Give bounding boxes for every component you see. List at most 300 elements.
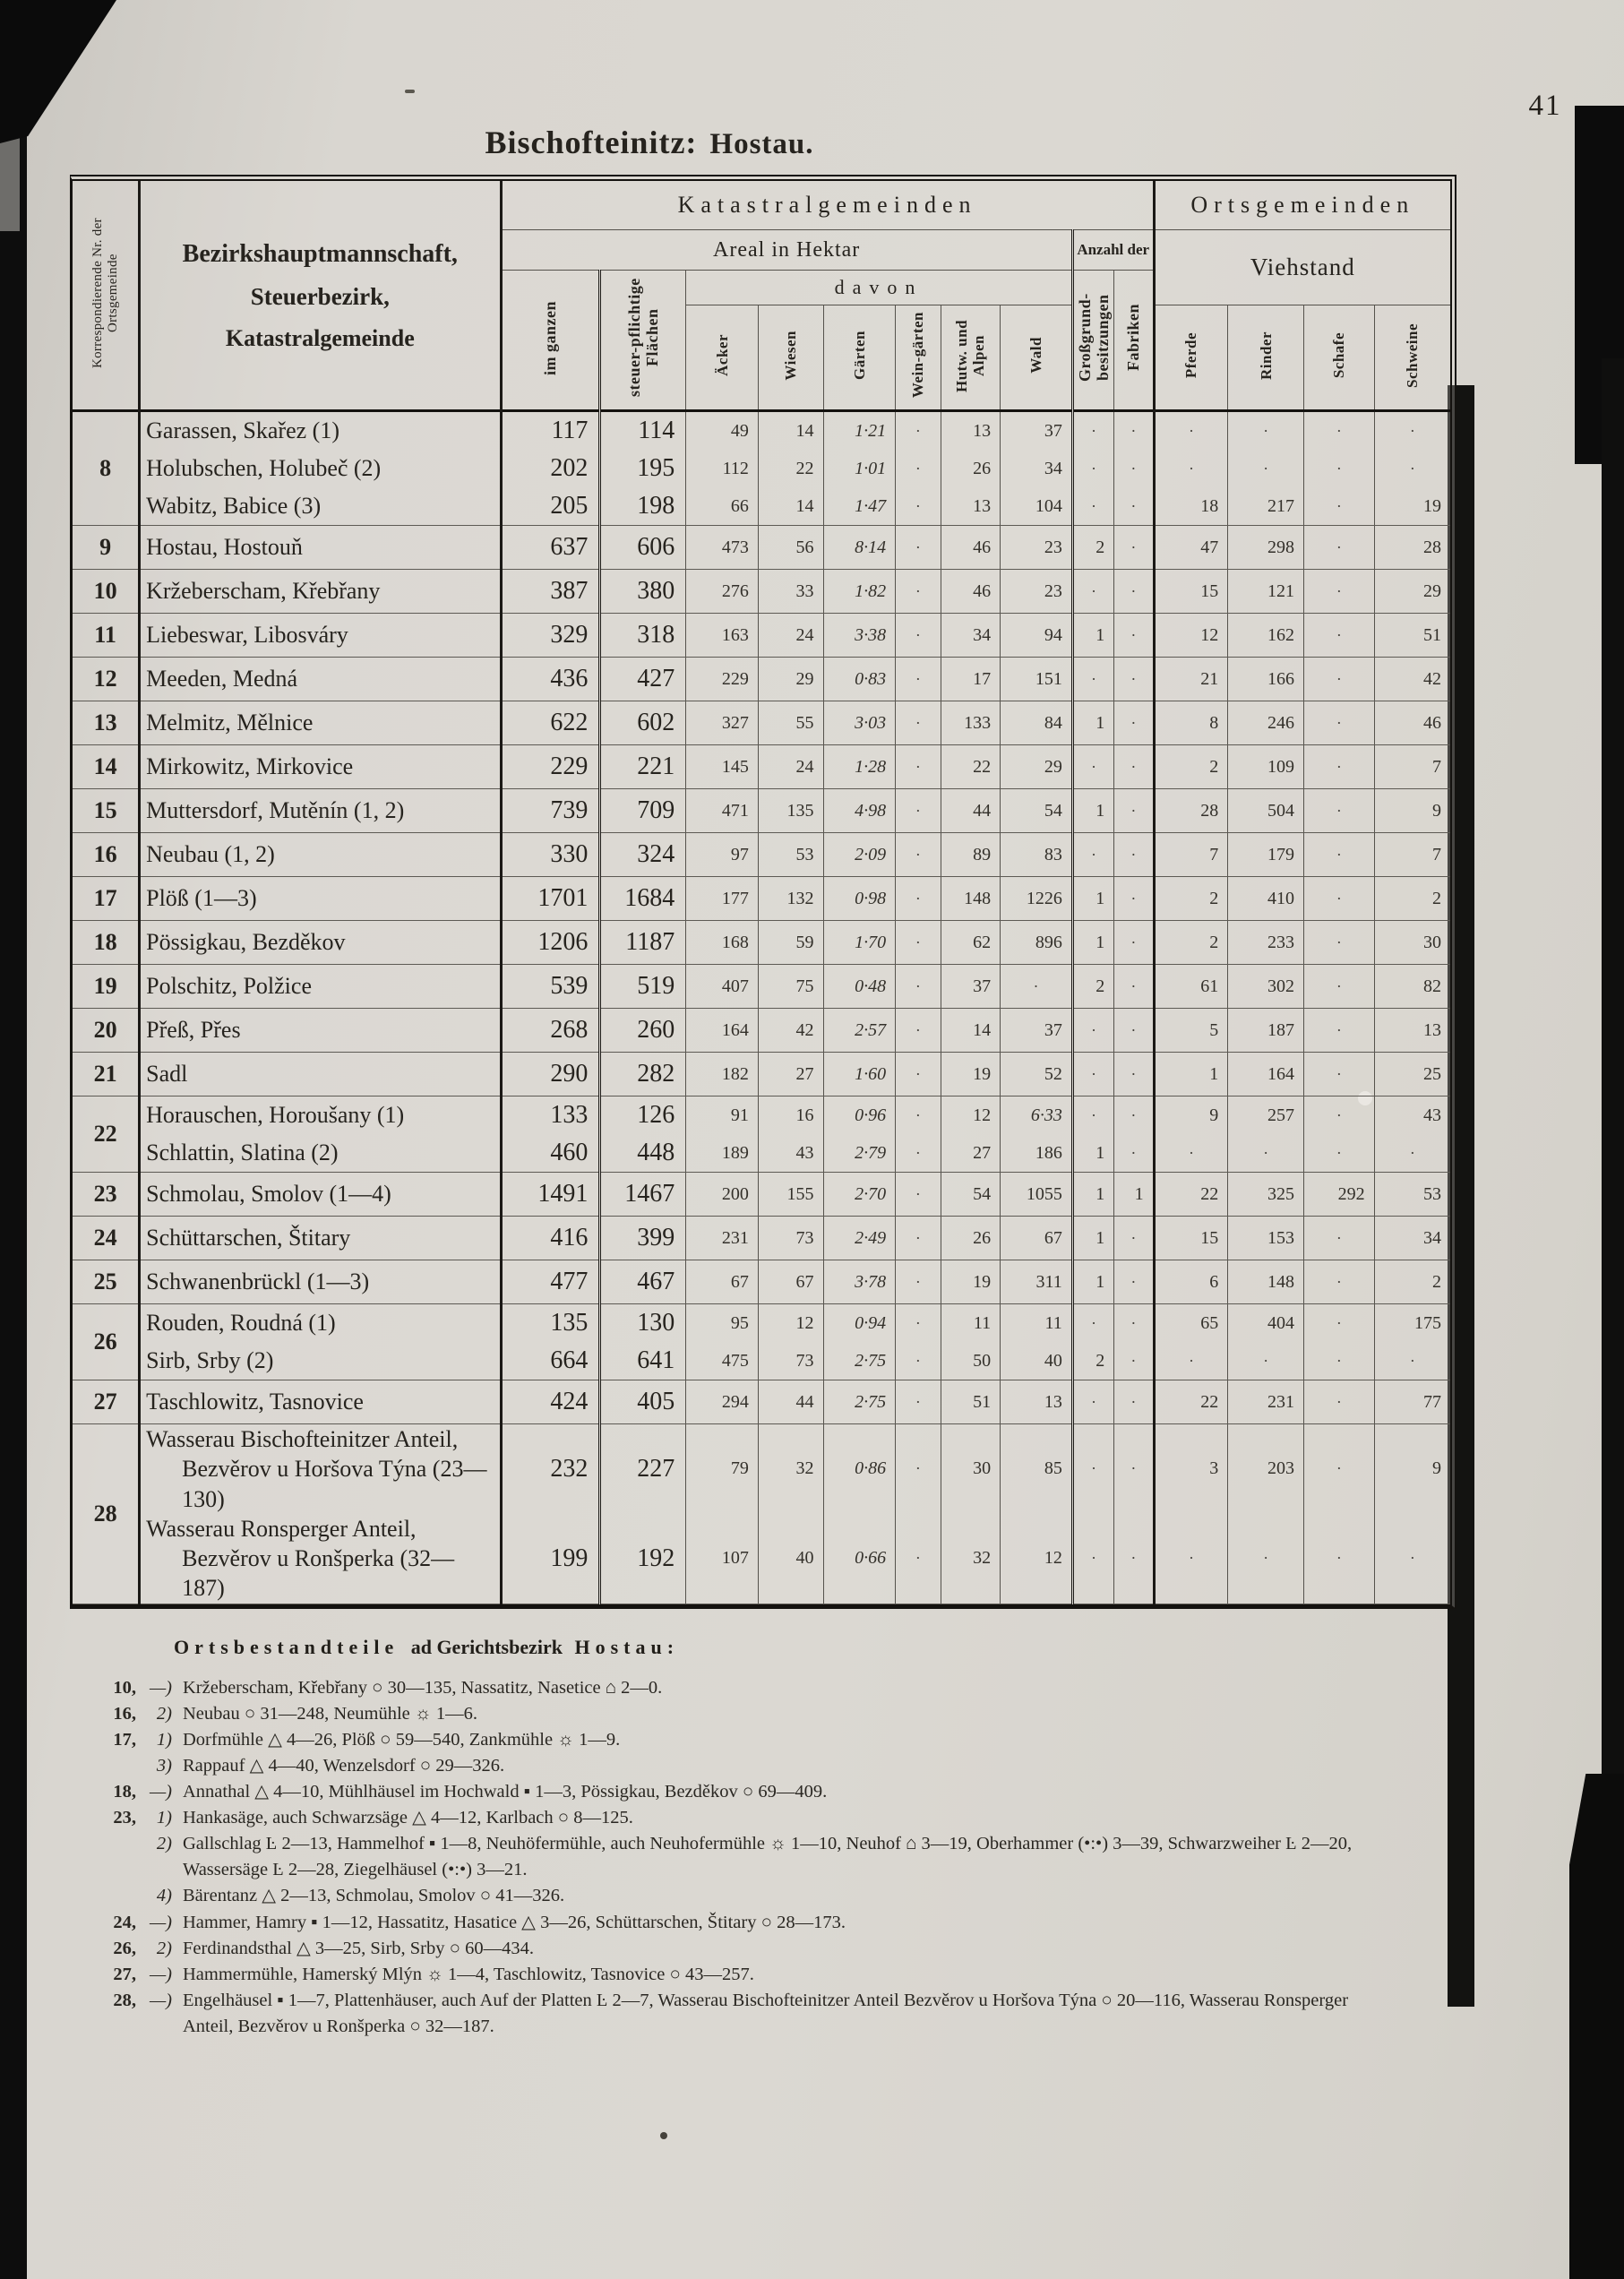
footnote-number: 10, [113, 1677, 136, 1698]
value-cell: 405 [600, 1380, 686, 1424]
value-cell: · [1114, 614, 1154, 658]
value-cell: 126 [600, 1096, 686, 1135]
value-cell: · [1154, 1134, 1228, 1173]
value-cell: 91 [686, 1096, 759, 1135]
value-cell: · [1072, 1096, 1113, 1135]
value-cell: 11 [1001, 1304, 1073, 1343]
row-number: 23 [73, 1173, 140, 1217]
value-cell: 66 [686, 487, 759, 526]
value-cell: 202 [501, 450, 600, 487]
value-cell: 460 [501, 1134, 600, 1173]
table-row [73, 833, 1450, 877]
place-name: Mirkowitz, Mirkovice [140, 745, 501, 789]
value-cell: 67 [686, 1260, 759, 1304]
value-cell: · [1114, 1217, 1154, 1260]
table-row [73, 965, 1450, 1009]
value-cell: · [1303, 1514, 1374, 1604]
value-cell: 1467 [600, 1173, 686, 1217]
value-cell: 0·83 [823, 658, 896, 701]
value-cell: · [1303, 526, 1374, 570]
footnote-number: 23, [113, 1808, 136, 1828]
header-steuerpflichtige-label: steuer-pflichtige Flächen [625, 278, 662, 398]
footnote-sub: —) [149, 1990, 172, 2010]
footnote-item [93, 1910, 1401, 1936]
footnote-sub: —) [149, 1677, 172, 1698]
row-number: 25 [73, 1260, 140, 1304]
table-row [73, 1342, 1450, 1380]
value-cell: 324 [600, 833, 686, 877]
value-cell: 148 [1228, 1260, 1304, 1304]
value-cell: 19 [941, 1053, 1001, 1096]
value-cell: · [1114, 789, 1154, 833]
value-cell: 151 [1001, 658, 1073, 701]
value-cell: 622 [501, 701, 600, 745]
footnote-sub: 1) [156, 1729, 172, 1750]
header-wald-label: Wald [1027, 337, 1044, 374]
value-cell: 54 [1001, 789, 1073, 833]
value-cell: 504 [1228, 789, 1304, 833]
value-cell: 132 [758, 877, 823, 921]
table-row [73, 921, 1450, 965]
value-cell: · [1303, 411, 1374, 451]
value-cell: · [1154, 450, 1228, 487]
value-cell: · [896, 1217, 941, 1260]
value-cell: · [896, 1514, 941, 1604]
place-name: Garassen, Skařez (1) [140, 411, 501, 451]
table-row [73, 701, 1450, 745]
value-cell: 13 [1374, 1009, 1450, 1053]
value-cell: 1 [1072, 789, 1113, 833]
place-name: Rouden, Roudná (1) [140, 1304, 501, 1343]
value-cell: 37 [941, 965, 1001, 1009]
value-cell: 15 [1154, 1217, 1228, 1260]
value-cell: · [1303, 487, 1374, 526]
value-cell: 13 [941, 487, 1001, 526]
value-cell: · [1303, 745, 1374, 789]
value-cell: · [1114, 526, 1154, 570]
value-cell: · [1072, 1009, 1113, 1053]
value-cell: 15 [1154, 570, 1228, 614]
value-cell: 606 [600, 526, 686, 570]
row-number: 10 [73, 570, 140, 614]
page-number: 41 [1528, 90, 1562, 122]
value-cell: 44 [941, 789, 1001, 833]
value-cell: 12 [941, 1096, 1001, 1135]
scan-edge-right-bottom [1569, 1774, 1624, 2279]
footnote-item [93, 1675, 1401, 1701]
value-cell: 473 [686, 526, 759, 570]
footnote-sub: —) [149, 1912, 172, 1932]
footnote-number: 26, [113, 1938, 136, 1958]
table-row [73, 614, 1450, 658]
value-cell: · [1114, 1053, 1154, 1096]
footnote-sub: 2) [156, 1834, 172, 1854]
table-row [73, 1260, 1450, 1304]
value-cell: 27 [941, 1134, 1001, 1173]
value-cell: · [1114, 1380, 1154, 1424]
value-cell: 75 [758, 965, 823, 1009]
value-cell: · [1114, 658, 1154, 701]
value-cell: 49 [686, 411, 759, 451]
value-cell: 79 [686, 1424, 759, 1514]
value-cell: 0·98 [823, 877, 896, 921]
scan-corner-top-left [0, 0, 116, 143]
scan-edge-left [0, 0, 27, 2279]
value-cell: 135 [501, 1304, 600, 1343]
table-row [73, 658, 1450, 701]
value-cell: 318 [600, 614, 686, 658]
header-schafe [1303, 305, 1374, 411]
footnote-sub: 1) [156, 1808, 172, 1828]
footnote-text: Bärentanz △ 2—13, Schmolau, Smolov ○ 41—326. [183, 1886, 565, 1906]
value-cell: 61 [1154, 965, 1228, 1009]
value-cell: 17 [941, 658, 1001, 701]
value-cell: 67 [758, 1260, 823, 1304]
value-cell: · [1303, 1009, 1374, 1053]
footnote-number: 28, [113, 1990, 136, 2010]
value-cell: 276 [686, 570, 759, 614]
place-name: Schüttarschen, Štitary [140, 1217, 501, 1260]
value-cell: 24 [758, 745, 823, 789]
value-cell: · [896, 1424, 941, 1514]
place-name: Holubschen, Holubeč (2) [140, 450, 501, 487]
value-cell: 199 [501, 1514, 600, 1604]
value-cell: 40 [758, 1514, 823, 1604]
value-cell: 179 [1228, 833, 1304, 877]
value-cell: · [1303, 701, 1374, 745]
value-cell: · [1114, 877, 1154, 921]
row-number: 24 [73, 1217, 140, 1260]
header-hutweiden-alpen [941, 305, 1001, 411]
value-cell: 47 [1154, 526, 1228, 570]
value-cell: 14 [758, 411, 823, 451]
table-row [73, 1009, 1450, 1053]
value-cell: 3·78 [823, 1260, 896, 1304]
value-cell: 1206 [501, 921, 600, 965]
footnote-text: Hammer, Hamry ▪ 1—12, Hassatitz, Hasatice △ 3—26, Schüttarschen, Štitary ○ 28—173. [183, 1912, 846, 1932]
value-cell: 77 [1374, 1380, 1450, 1424]
page-content [70, 175, 1456, 2040]
header-rinder-label: Rinder [1257, 331, 1275, 380]
value-cell: · [1303, 965, 1374, 1009]
value-cell: 1·47 [823, 487, 896, 526]
value-cell: 33 [758, 570, 823, 614]
value-cell: 739 [501, 789, 600, 833]
value-cell: · [1114, 701, 1154, 745]
table-row [73, 1304, 1450, 1343]
value-cell: 195 [600, 450, 686, 487]
value-cell: 54 [941, 1173, 1001, 1217]
value-cell: · [896, 877, 941, 921]
value-cell: 22 [1154, 1380, 1228, 1424]
value-cell: · [896, 1173, 941, 1217]
value-cell: 1 [1154, 1053, 1228, 1096]
footnotes-heading-spaced2: Hostau: [574, 1635, 680, 1658]
value-cell: · [1374, 1134, 1450, 1173]
table-row [73, 1380, 1450, 1424]
place-name: Polschitz, Polžice [140, 965, 501, 1009]
table-row [73, 877, 1450, 921]
value-cell: 330 [501, 833, 600, 877]
value-cell: 231 [1228, 1380, 1304, 1424]
value-cell: · [896, 1009, 941, 1053]
value-cell: 1 [1072, 1173, 1113, 1217]
value-cell: · [1114, 1260, 1154, 1304]
place-name: Liebeswar, Libosváry [140, 614, 501, 658]
header-weingaerten-label: Wein-gärten [909, 312, 927, 399]
footnote-number: 27, [113, 1964, 136, 1984]
value-cell: · [1303, 921, 1374, 965]
table-row [73, 1134, 1450, 1173]
header-weingaerten [896, 305, 941, 411]
place-name: Kržeberscham, Křebřany [140, 570, 501, 614]
value-cell: 1 [1114, 1173, 1154, 1217]
value-cell: 205 [501, 487, 600, 526]
value-cell: 53 [758, 833, 823, 877]
value-cell: 22 [758, 450, 823, 487]
header-gaerten-label: Gärten [850, 331, 868, 380]
value-cell: 6 [1154, 1260, 1228, 1304]
value-cell: 43 [1374, 1096, 1450, 1135]
value-cell: · [1303, 570, 1374, 614]
value-cell: 7 [1374, 745, 1450, 789]
place-name: Přeß, Přes [140, 1009, 501, 1053]
value-cell: 26 [941, 450, 1001, 487]
header-schweine [1374, 305, 1450, 411]
value-cell: 73 [758, 1342, 823, 1380]
value-cell: 380 [600, 570, 686, 614]
header-pferde-label: Pferde [1182, 331, 1200, 379]
value-cell: 298 [1228, 526, 1304, 570]
value-cell: · [1114, 1096, 1154, 1135]
header-steuerbezirk: Steuerbezirk, [250, 282, 390, 310]
value-cell: 1 [1072, 1217, 1113, 1260]
place-name: Muttersdorf, Mutěnín (1, 2) [140, 789, 501, 833]
value-cell: 7 [1374, 833, 1450, 877]
value-cell: 117 [501, 411, 600, 451]
value-cell: · [1072, 745, 1113, 789]
header-corresponding-number-label: Korrespondierende Nr. der Ortsgemeinde [90, 218, 120, 368]
value-cell: 19 [941, 1260, 1001, 1304]
value-cell: 37 [1001, 411, 1073, 451]
value-cell: 104 [1001, 487, 1073, 526]
footnote-text: Hammermühle, Hamerský Mlýn ☼ 1—4, Taschlowitz, Tasnovice ○ 43—257. [183, 1964, 754, 1984]
value-cell: 13 [1001, 1380, 1073, 1424]
footnote-number: 16, [113, 1703, 136, 1724]
footnotes-heading-spaced: Ortsbestandteile [174, 1635, 400, 1658]
value-cell: 163 [686, 614, 759, 658]
value-cell: 9 [1154, 1096, 1228, 1135]
place-name: Taschlowitz, Tasnovice [140, 1380, 501, 1424]
scan-speck [405, 90, 415, 93]
header-davon: davon [686, 271, 1073, 305]
value-cell: 148 [941, 877, 1001, 921]
value-cell: 133 [941, 701, 1001, 745]
value-cell: · [1303, 614, 1374, 658]
value-cell: · [1072, 570, 1113, 614]
value-cell: 82 [1374, 965, 1450, 1009]
footnote-text: Annathal △ 4—10, Mühlhäusel im Hochwald ▪ 1—3, Pössigkau, Bezděkov ○ 69—409. [183, 1782, 828, 1802]
value-cell: 94 [1001, 614, 1073, 658]
value-cell: 448 [600, 1134, 686, 1173]
value-cell: 8 [1154, 701, 1228, 745]
value-cell: 2 [1374, 877, 1450, 921]
value-cell: 84 [1001, 701, 1073, 745]
footnotes-heading [93, 1636, 1401, 1659]
value-cell: 5 [1154, 1009, 1228, 1053]
value-cell: · [1228, 1342, 1304, 1380]
value-cell: 135 [758, 789, 823, 833]
value-cell: 34 [941, 614, 1001, 658]
value-cell: 32 [941, 1514, 1001, 1604]
row-number: 14 [73, 745, 140, 789]
value-cell: 83 [1001, 833, 1073, 877]
footnote-item [93, 1779, 1401, 1805]
value-cell: 46 [941, 570, 1001, 614]
value-cell: 153 [1228, 1217, 1304, 1260]
header-fabriken [1114, 271, 1154, 411]
footnote-sub: —) [149, 1964, 172, 1984]
value-cell: · [1114, 1304, 1154, 1343]
value-cell: 23 [1001, 526, 1073, 570]
value-cell: 37 [1001, 1009, 1073, 1053]
place-name: Sirb, Srby (2) [140, 1342, 501, 1380]
value-cell: 8·14 [823, 526, 896, 570]
table-body [73, 411, 1450, 1604]
value-cell: 1·28 [823, 745, 896, 789]
place-name: Schlattin, Slatina (2) [140, 1134, 501, 1173]
value-cell: 1701 [501, 877, 600, 921]
value-cell: 268 [501, 1009, 600, 1053]
value-cell: 46 [1374, 701, 1450, 745]
value-cell: · [896, 833, 941, 877]
value-cell: · [1374, 1342, 1450, 1380]
value-cell: · [1114, 921, 1154, 965]
value-cell: 2·57 [823, 1009, 896, 1053]
footnote-item [93, 1962, 1401, 1988]
value-cell: 229 [686, 658, 759, 701]
value-cell: · [1303, 658, 1374, 701]
footnote-number: 24, [113, 1912, 136, 1932]
value-cell: · [896, 1380, 941, 1424]
value-cell: · [1303, 1053, 1374, 1096]
footnotes-heading-mid: ad Gerichtsbezirk [410, 1635, 563, 1658]
value-cell: 30 [1374, 921, 1450, 965]
footnote-item [93, 1701, 1401, 1727]
value-cell: 198 [600, 487, 686, 526]
header-im-ganzen-label: im ganzen [541, 300, 560, 375]
value-cell: 189 [686, 1134, 759, 1173]
value-cell: 4·98 [823, 789, 896, 833]
value-cell: 475 [686, 1342, 759, 1380]
row-number: 27 [73, 1380, 140, 1424]
table-header [73, 181, 1450, 411]
value-cell: 42 [1374, 658, 1450, 701]
value-cell: 290 [501, 1053, 600, 1096]
header-im-ganzen [501, 271, 600, 411]
value-cell: 2 [1154, 745, 1228, 789]
value-cell: 166 [1228, 658, 1304, 701]
value-cell: 9 [1374, 1424, 1450, 1514]
place-name: Melmitz, Mělnice [140, 701, 501, 745]
header-hutweiden-label: Hutw. und Alpen [953, 318, 988, 392]
value-cell: · [1072, 833, 1113, 877]
value-cell: 46 [941, 526, 1001, 570]
value-cell: 2 [1154, 877, 1228, 921]
table-row [73, 1424, 1450, 1514]
value-cell: 14 [941, 1009, 1001, 1053]
value-cell: 2 [1072, 1342, 1113, 1380]
footnote-text: Kržeberscham, Křebřany ○ 30—135, Nassatitz, Nasetice ⌂ 2—0. [183, 1677, 663, 1698]
value-cell: 664 [501, 1342, 600, 1380]
statistics-table [73, 181, 1450, 1604]
value-cell: 292 [1303, 1173, 1374, 1217]
place-name: Meeden, Medná [140, 658, 501, 701]
place-name: Schwanenbrückl (1—3) [140, 1260, 501, 1304]
value-cell: 30 [941, 1424, 1001, 1514]
value-cell: · [1154, 1514, 1228, 1604]
scan-speck [660, 2132, 667, 2139]
row-number: 18 [73, 921, 140, 965]
value-cell: · [1228, 450, 1304, 487]
value-cell: 34 [1001, 450, 1073, 487]
value-cell: 13 [941, 411, 1001, 451]
value-cell: 67 [1001, 1217, 1073, 1260]
value-cell: · [1114, 570, 1154, 614]
value-cell: · [1374, 450, 1450, 487]
footnote-text: Dorfmühle △ 4—26, Plöß ○ 59—540, Zankmühle ☼ 1—9. [183, 1729, 621, 1750]
value-cell: · [1228, 1134, 1304, 1173]
place-name: Wasserau Ronsperger Anteil, Bezvěrov u Ronšperka (32—187) [140, 1514, 501, 1604]
footnote-item [93, 1831, 1401, 1883]
footnote-sub: —) [149, 1782, 172, 1802]
value-cell: 896 [1001, 921, 1073, 965]
row-number: 17 [73, 877, 140, 921]
value-cell: 25 [1374, 1053, 1450, 1096]
value-cell: 51 [1374, 614, 1450, 658]
footnote-sub: 2) [156, 1938, 172, 1958]
value-cell: 387 [501, 570, 600, 614]
value-cell: · [1303, 1217, 1374, 1260]
value-cell: · [1303, 1304, 1374, 1343]
value-cell: 14 [758, 487, 823, 526]
header-wald [1001, 305, 1073, 411]
value-cell: · [1303, 1260, 1374, 1304]
value-cell: · [1374, 1514, 1450, 1604]
value-cell: 602 [600, 701, 686, 745]
footnote-text: Engelhäusel ▪ 1—7, Plattenhäuser, auch Auf der Platten Ŀ 2—7, Wasserau Bischofteinitzer Anteil Bezvěrov u Horšova Týna ○ 20—116, Wasserau Ronsperger Anteil, Bezvěrov u Ronšperka ○ 32—187. [183, 1990, 1349, 2037]
value-cell: 12 [758, 1304, 823, 1343]
footnote-text: Neubau ○ 31—248, Neumühle ☼ 1—6. [183, 1703, 477, 1724]
value-cell: · [1072, 1053, 1113, 1096]
value-cell: · [896, 1134, 941, 1173]
value-cell: · [1072, 1424, 1113, 1514]
value-cell: 175 [1374, 1304, 1450, 1343]
row-number: 16 [73, 833, 140, 877]
place-name: Hostau, Hostouň [140, 526, 501, 570]
table-row [73, 789, 1450, 833]
value-cell: 410 [1228, 877, 1304, 921]
header-wiesen [758, 305, 823, 411]
value-cell: 231 [686, 1217, 759, 1260]
value-cell: 24 [758, 614, 823, 658]
value-cell: 0·86 [823, 1424, 896, 1514]
value-cell: · [896, 614, 941, 658]
value-cell: · [896, 1342, 941, 1380]
footnote-number: 18, [113, 1782, 136, 1802]
value-cell: 407 [686, 965, 759, 1009]
value-cell: 327 [686, 701, 759, 745]
